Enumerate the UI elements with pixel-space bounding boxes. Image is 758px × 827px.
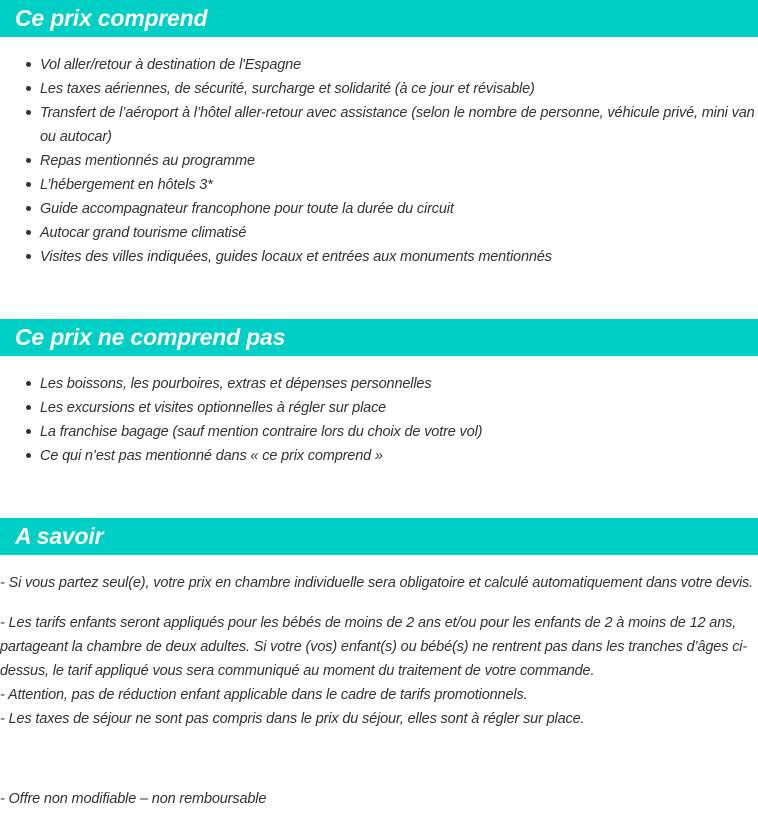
includes-list	[0, 37, 758, 269]
savoir-paragraph: - Les taxes de séjour ne sont pas compris dans le prix du séjour, elles sont à régler sur place.	[0, 711, 585, 727]
list-item: La franchise bagage (sauf mention contraire lors du choix de votre vol)	[40, 420, 758, 444]
savoir-paragraph: - Attention, pas de réduction enfant applicable dans le cadre de tarifs promotionnels.	[0, 687, 528, 703]
savoir-paragraph: - Les tarifs enfants seront appliqués pour les bébés de moins de 2 ans et/ou pour les enfants de 2 à moins de 12 ans, partageant la chambre de deux adultes. Si votre (vos) enfant(s) ou bébé(s) ne rentrent pas dans les tranches d’âges ci-dessus, le tarif appliqué vous sera communiqué au moment du traitement de votre commande.	[0, 615, 748, 679]
list-item: Transfert de l’aéroport à l’hôtel aller-retour avec assistance (selon le nombre de personne, véhicule privé, mini van ou autocar)	[40, 101, 758, 149]
list-item: Les excursions et visites optionnelles à régler sur place	[40, 396, 758, 420]
excludes-section	[0, 319, 758, 468]
excludes-list	[0, 356, 758, 468]
list-item: Repas mentionnés au programme	[40, 149, 758, 173]
list-item: Les taxes aériennes, de sécurité, surcharge et solidarité (à ce jour et révisable)	[40, 77, 758, 101]
list-item: Autocar grand tourisme climatisé	[40, 221, 758, 245]
savoir-paragraph: - Offre non modifiable – non remboursable	[0, 791, 267, 807]
list-item: Guide accompagnateur francophone pour toute la durée du circuit	[40, 197, 758, 221]
list-item: Visites des villes indiquées, guides locaux et entrées aux monuments mentionnés	[40, 245, 758, 269]
savoir-section	[0, 518, 758, 811]
includes-header	[0, 0, 758, 37]
savoir-header	[0, 518, 758, 555]
savoir-content	[0, 555, 758, 811]
list-item: Ce qui n’est pas mentionné dans « ce prix comprend »	[40, 444, 758, 468]
includes-title: Ce prix comprend	[15, 5, 208, 31]
savoir-paragraph: - Si vous partez seul(e), votre prix en chambre individuelle sera obligatoire et calculé automatiquement dans votre devis.	[0, 575, 754, 591]
savoir-title: A savoir	[15, 523, 104, 549]
list-item: L’hébergement en hôtels 3*	[40, 173, 758, 197]
list-item: Vol aller/retour à destination de l'Espagne	[40, 53, 758, 77]
excludes-header	[0, 319, 758, 356]
list-item: Les boissons, les pourboires, extras et dépenses personnelles	[40, 372, 758, 396]
excludes-title: Ce prix ne comprend pas	[15, 324, 286, 350]
includes-section	[0, 0, 758, 269]
